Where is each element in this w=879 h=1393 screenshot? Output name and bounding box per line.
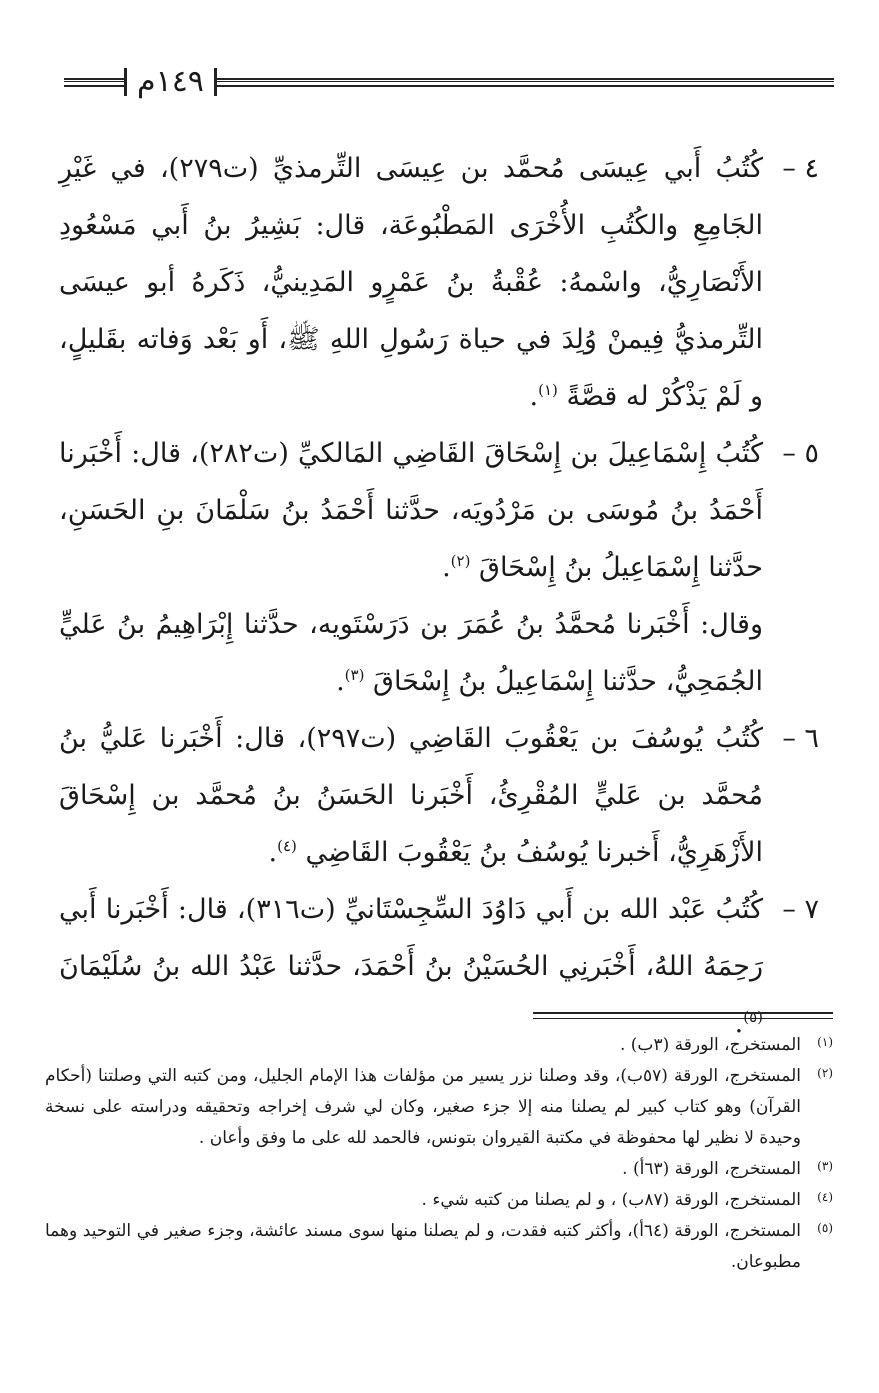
footnote-4 xyxy=(45,1185,833,1216)
entry-number: ٤ – xyxy=(782,153,819,184)
footnote-1 xyxy=(45,1030,833,1061)
entry-text: كُتُبُ يُوسُفَ بن يَعْقُوبَ القَاضِي (ت٢٩٧)، قال: أَخْبَرنا عَليُّ بنُ مُحمَّد بن عَليٍّ المُقْرِئُ، أَخْبَرنا الحَسَنُ بنُ مُحمَّد بن إِسْحَاقَ الأَزْهَرِيُّ، أَخبرنا يُوسُفُ بنُ يَعْقُوبَ القَاضِي $^{(٤)}$. xyxy=(59,723,763,868)
footnote-text: المستخرج، الورقة (٥٧ب)، وقد وصلنا نزر يسير من مؤلفات هذا الإمام الجليل، ومن كتبه التي وصلتنا (أحكام القرآن) وهو كتاب كبير لم يصلنا منه إلا جزء صغير، وكان لي شرف إخراجه وتحقيقه ودراسته على نسخة وحيدة لا نظير لها محفوظة في مكتبة القيروان بتونس، فالحمد لله على ما وفق وأعان . xyxy=(45,1066,801,1148)
entry-number xyxy=(763,596,819,710)
footnote-ref: (٢) xyxy=(450,552,471,570)
footnote-ref: (٥) xyxy=(743,1008,763,1026)
main-text xyxy=(59,140,819,1052)
footnote-text: المستخرج، الورقة (٨٧ب) ، و لم يصلنا من كتبه شيء . xyxy=(421,1190,801,1210)
footnotes xyxy=(45,1030,833,1278)
page-number: ١٤٩م xyxy=(137,64,204,99)
footnote-text: المستخرج، الورقة (٦٤أ)، وأكثر كتبه فقدت، و لم يصلنا منها سوى مسند عائشة، وجزء صغير في التوحيد وهما مطبوعان. xyxy=(45,1221,801,1272)
entry-5-continuation xyxy=(59,596,819,710)
entry-text: كُتُبُ أَبي عِيسَى مُحمَّد بن عِيسَى التِّرمذيِّ (ت٢٧٩)، في غَيْرِ الجَامِعِ والكُتُبِ الأُخْرَى المَطْبُوعَة، قال: بَشِيرُ بنُ أَبي مَسْعُودِ الأَنْصَارِيُّ، واسْمهُ: عُقْبةُ بنُ عَمْرٍو المَدِينيُّ، ذَكَرهُ أبو عيسَى التِّرمذيُّ فِيمنْ وُلِدَ في حياة رَسُولِ اللهِ ﷺ، أَو بَعْد وَفاته بقَليلٍ، و لَمْ يَذْكُرْ له قصَّةً $^{(١)}$. xyxy=(59,153,763,412)
entry-7 xyxy=(59,881,819,1052)
footnote-marker: (٣) xyxy=(817,1159,833,1173)
footnote-5 xyxy=(45,1216,833,1278)
footnote-marker: (١) xyxy=(817,1035,833,1049)
entry-number: ٦ – xyxy=(782,723,819,754)
footnote-ref: (١) xyxy=(538,381,558,399)
footnote-2 xyxy=(45,1061,833,1154)
footnote-ref: (٣) xyxy=(344,666,365,684)
footnote-marker: (٤) xyxy=(817,1190,833,1204)
footnote-text: المستخرج، الورقة (٦٣أ) . xyxy=(622,1159,801,1179)
footnote-ref: (٤) xyxy=(277,837,297,855)
footnote-marker: (٥) xyxy=(817,1221,833,1235)
entry-text: كُتُبُ عَبْد الله بن أَبي دَاوُدَ السِّجِسْتَانيِّ (ت٣١٦)، قال: أَخْبَرنا أَبي رَحِمَهُ اللهُ، أَخْبَرنِي الحُسَيْنُ بنُ أَحْمَدَ، حدَّثنا عَبْدُ الله بنُ سُلَيْمَانَ $^{(٥)}$. xyxy=(59,894,764,1039)
entry-text: وقال: أَخْبَرنا مُحمَّدُ بنُ عُمَرَ بن دَرَسْتَويه، حدَّثنا إِبْرَاهِيمُ بنُ عَليٍّ الجُمَحِيُّ، حدَّثنا إِسْمَاعِيلُ بنُ إِسْحَاقَ $^{(٣)}$. xyxy=(59,609,763,697)
entry-number: ٥ – xyxy=(782,438,819,469)
header-rule-short xyxy=(64,78,124,87)
page-header xyxy=(64,62,834,102)
header-rule-long xyxy=(217,78,834,87)
footnote-3 xyxy=(45,1154,833,1185)
entry-text: كُتُبُ إِسْمَاعِيلَ بن إِسْحَاقَ القَاضِي المَالكيِّ (ت٢٨٢)، قال: أَخْبَرنا أَحْمَدُ بنُ مُوسَى بن مَرْدُويَه، حدَّثنا أَحْمَدُ بنُ سَلْمَانَ بنِ الحَسَنِ، حدَّثنا إِسْمَاعِيلُ بنُ إِسْحَاقَ $^{(٢)}$. xyxy=(59,438,763,583)
entry-number: ٧ – xyxy=(782,894,819,925)
footnote-separator xyxy=(533,1012,833,1019)
footnote-marker: (٢) xyxy=(817,1066,833,1080)
entry-6 xyxy=(59,710,819,881)
entry-5 xyxy=(59,425,819,596)
entry-4 xyxy=(59,140,819,425)
footnote-text: المستخرج، الورقة (٣ب) . xyxy=(619,1035,801,1055)
